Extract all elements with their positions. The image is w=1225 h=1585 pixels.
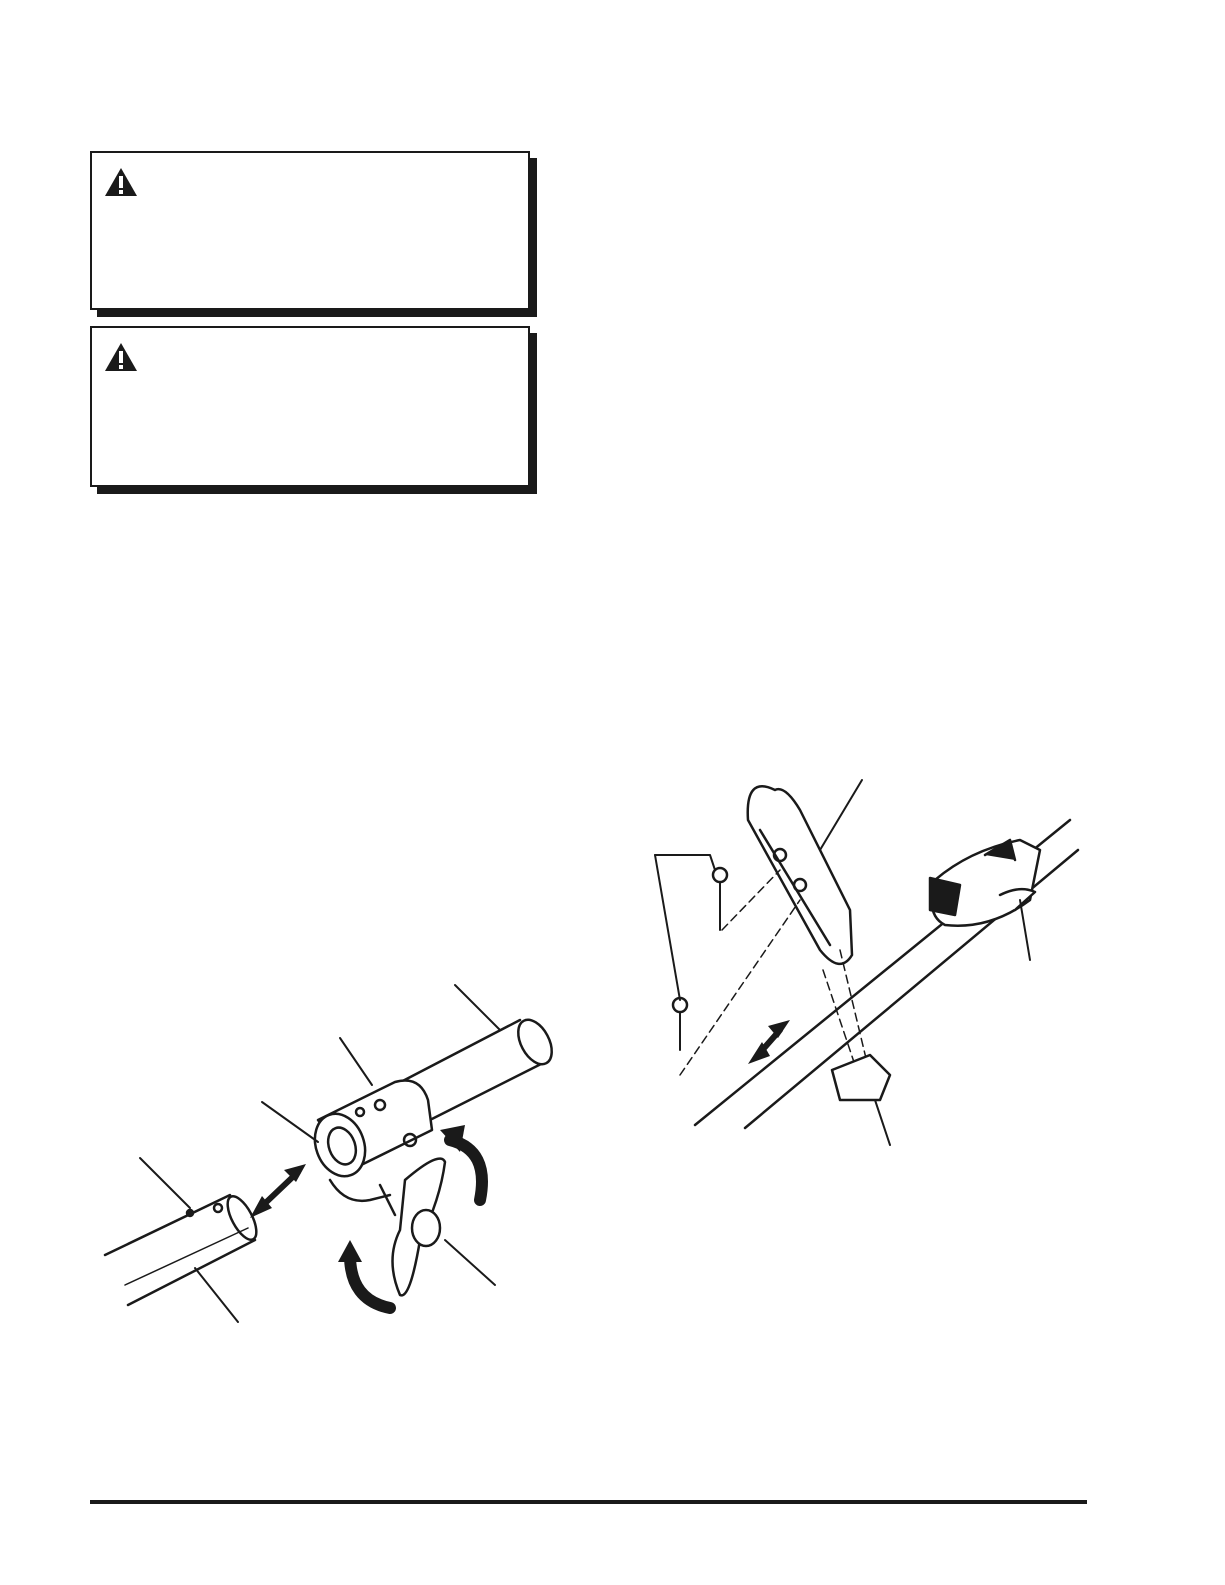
warning-box-2 [90, 326, 530, 487]
warning-box-1 [90, 151, 530, 310]
warning-triangle-icon [104, 342, 138, 372]
assist-handle-illustration [645, 770, 1085, 1160]
warning-triangle-icon [104, 167, 138, 197]
shaft-coupler-illustration [95, 975, 570, 1335]
footer-rule [90, 1500, 1087, 1504]
